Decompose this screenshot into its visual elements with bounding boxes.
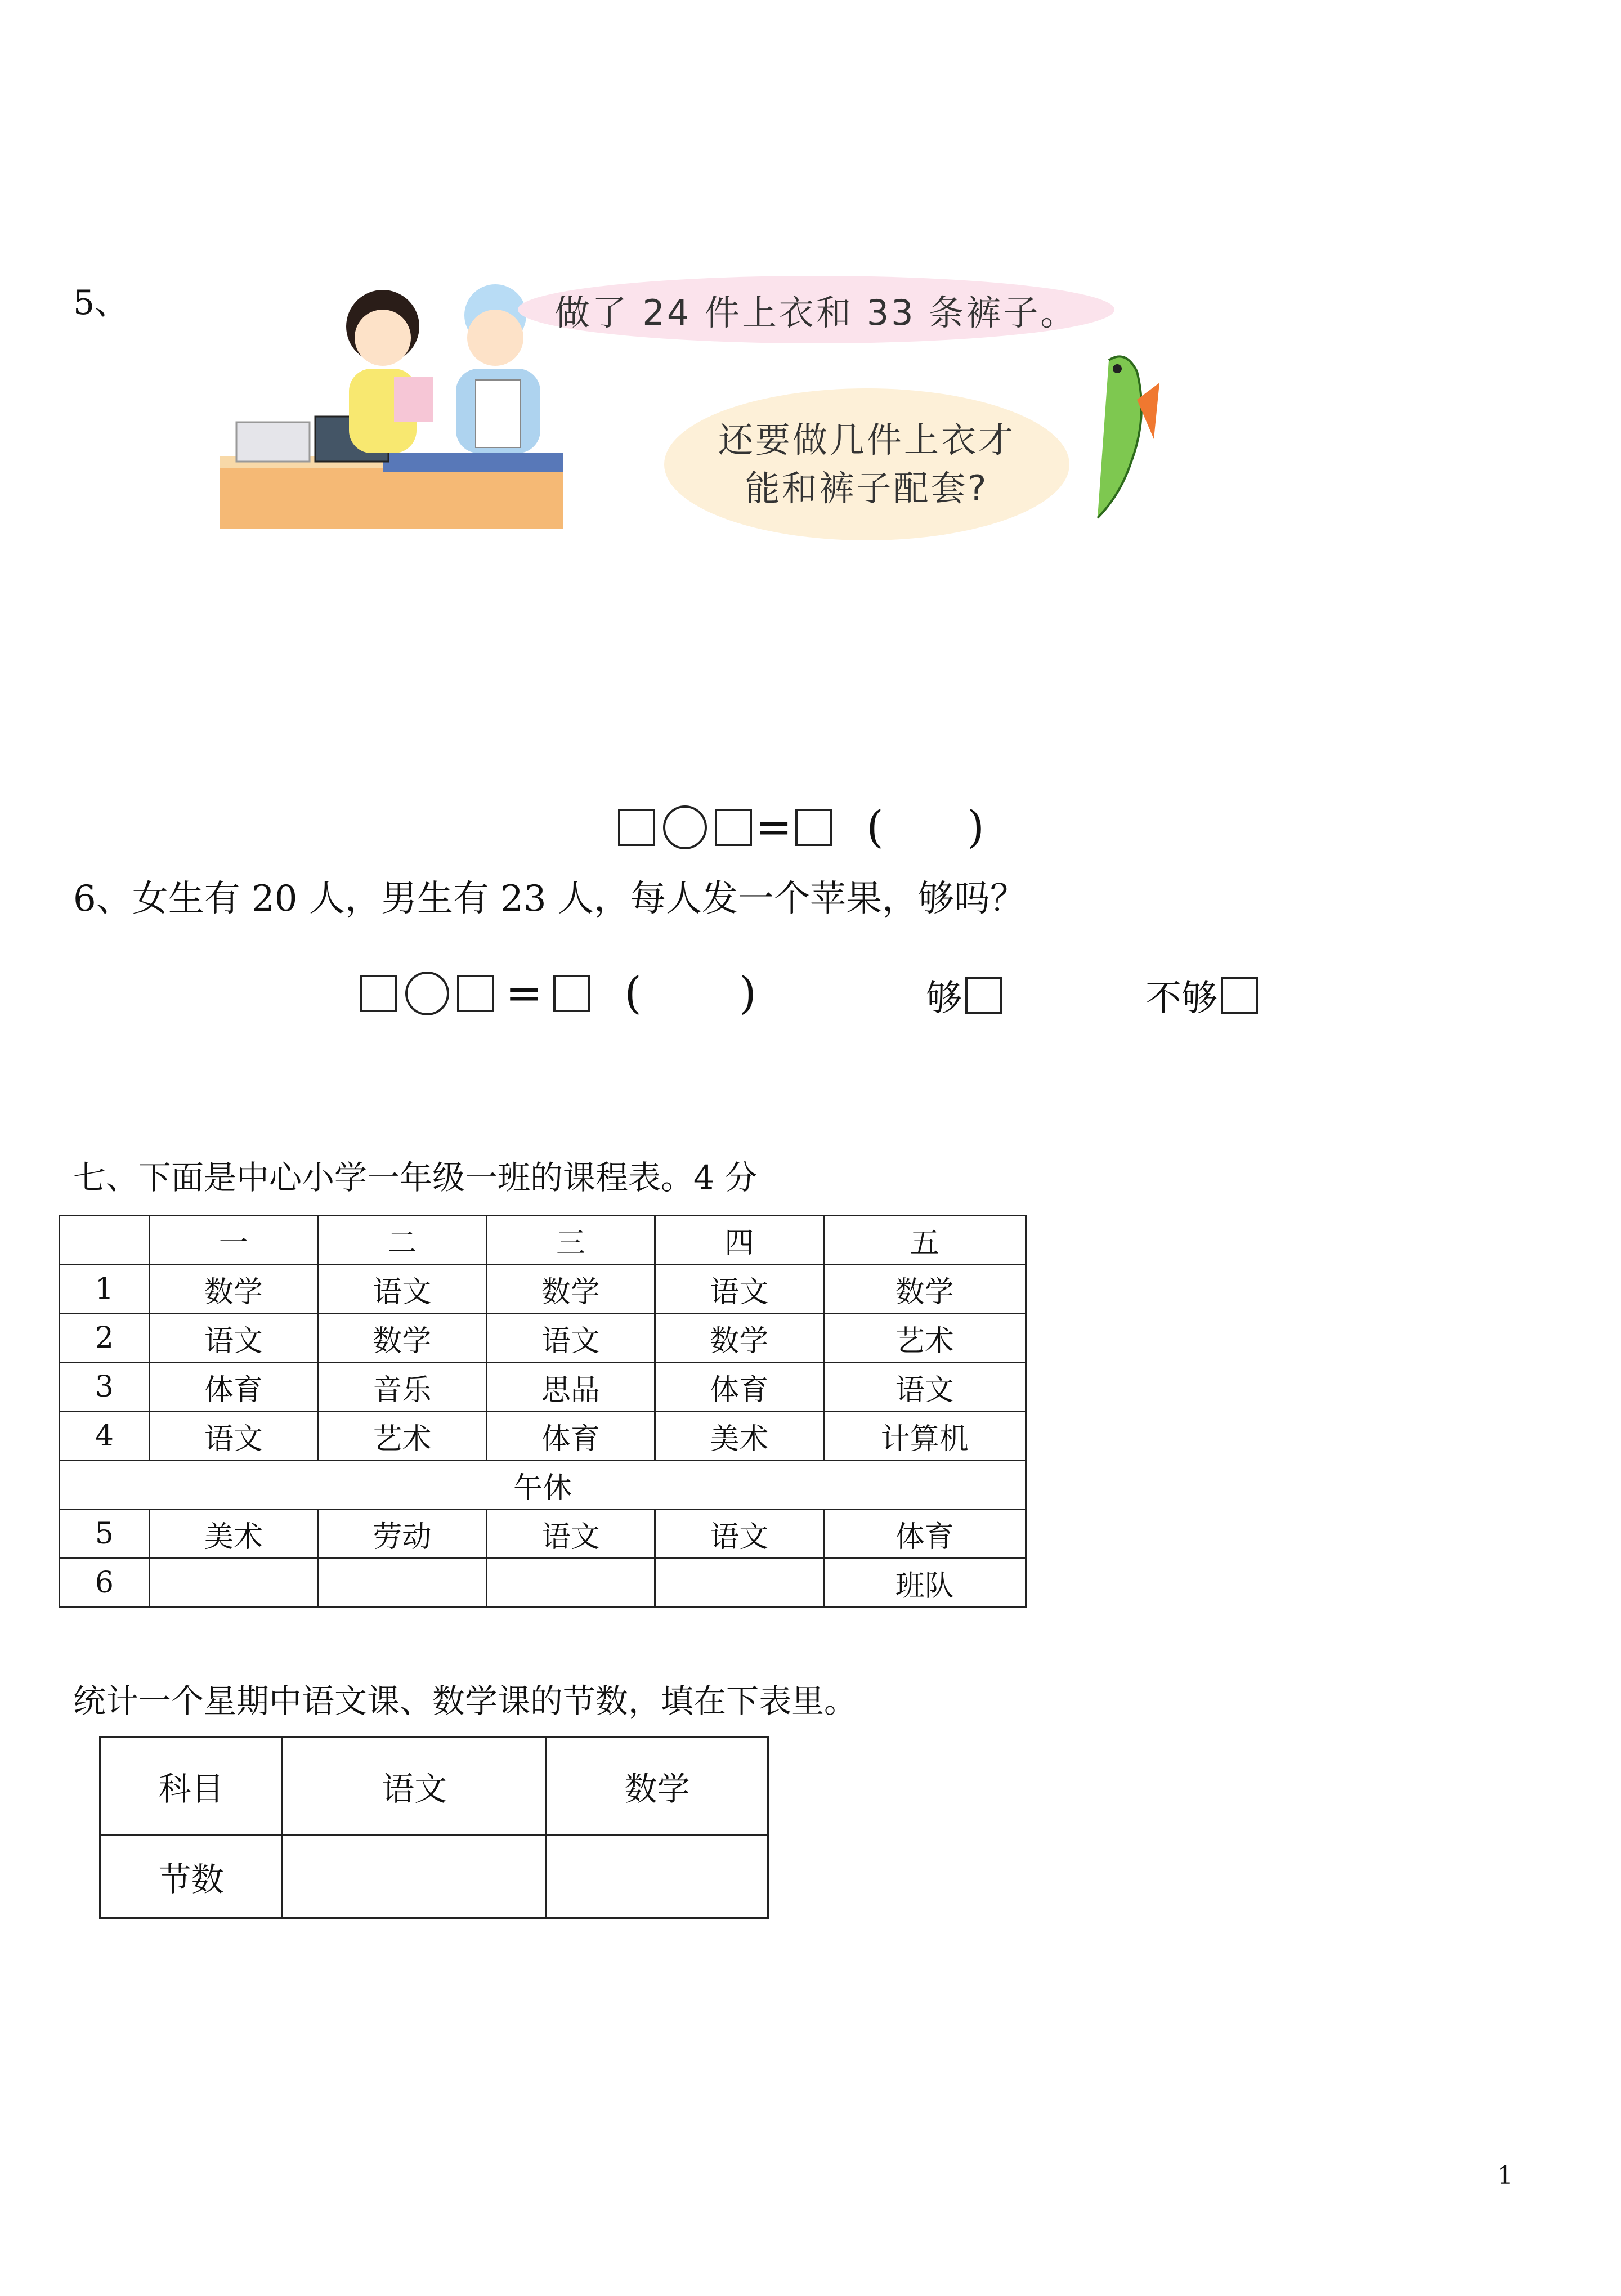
schedule-cell: 3 xyxy=(60,1363,150,1412)
schedule-cell xyxy=(318,1559,486,1608)
schedule-cell: 6 xyxy=(60,1559,150,1608)
schedule-row xyxy=(60,1510,1026,1559)
q6-equation xyxy=(360,968,756,1019)
schedule-cell: 语文 xyxy=(318,1265,486,1314)
statistics-instruction: 统计一个星期中语文课、数学课的节数，填在下表里。 xyxy=(73,1682,857,1720)
equals-sign: = xyxy=(505,968,543,1019)
schedule-cell: 三 xyxy=(486,1216,655,1265)
schedule-cell: 体育 xyxy=(486,1412,655,1461)
schedule-table xyxy=(59,1215,1027,1608)
schedule-cell: 五 xyxy=(823,1216,1026,1265)
schedule-cell: 美术 xyxy=(149,1510,317,1559)
schedule-cell: 计算机 xyxy=(823,1412,1026,1461)
schedule-row xyxy=(60,1559,1026,1608)
count-cell: 科目 xyxy=(100,1738,283,1835)
count-cell: 节数 xyxy=(100,1835,283,1918)
count-cell: 语文 xyxy=(283,1738,547,1835)
schedule-cell: 语文 xyxy=(655,1265,823,1314)
schedule-cell: 一 xyxy=(149,1216,317,1265)
schedule-cell: 体育 xyxy=(655,1363,823,1412)
operator-circle[interactable] xyxy=(663,805,707,849)
answer-box[interactable] xyxy=(553,975,590,1012)
schedule-cell: 数学 xyxy=(823,1265,1026,1314)
bubble-line-2: 能和裤子配套? xyxy=(745,468,989,509)
schedule-cell: 艺术 xyxy=(318,1412,486,1461)
count-cell: 数学 xyxy=(546,1738,768,1835)
lunch-break-cell: 午休 xyxy=(60,1461,1026,1510)
question-5-illustration xyxy=(214,276,1171,540)
schedule-cell: 美术 xyxy=(655,1412,823,1461)
enough-checkbox[interactable] xyxy=(965,977,1002,1014)
schedule-cell: 1 xyxy=(60,1265,150,1314)
unit-paren[interactable]: ( ) xyxy=(624,968,756,1019)
count-row xyxy=(100,1835,768,1918)
speech-bubble-top: 做了 24 件上衣和 33 条裤子。 xyxy=(518,276,1114,343)
schedule-cell: 四 xyxy=(655,1216,823,1265)
question-5-number: 5、 xyxy=(73,283,129,323)
answer-box[interactable] xyxy=(795,809,832,846)
schedule-cell: 音乐 xyxy=(318,1363,486,1412)
enough-label: 够 xyxy=(926,978,962,1019)
schedule-cell: 语文 xyxy=(486,1510,655,1559)
schedule-cell: 班队 xyxy=(823,1559,1026,1608)
schedule-cell xyxy=(486,1559,655,1608)
count-answer-cell[interactable] xyxy=(283,1835,547,1918)
schedule-header-row xyxy=(60,1216,1026,1265)
schedule-cell: 数学 xyxy=(655,1314,823,1363)
speech-bubble-bottom xyxy=(664,388,1069,540)
schedule-cell: 5 xyxy=(60,1510,150,1559)
schedule-row xyxy=(60,1314,1026,1363)
schedule-cell: 语文 xyxy=(486,1314,655,1363)
schedule-cell: 劳动 xyxy=(318,1510,486,1559)
schedule-cell: 语文 xyxy=(655,1510,823,1559)
schedule-cell: 数学 xyxy=(486,1265,655,1314)
section-7-heading: 七、下面是中心小学一年级一班的课程表。4 分 xyxy=(73,1158,758,1197)
count-header-row xyxy=(100,1738,768,1835)
schedule-cell: 4 xyxy=(60,1412,150,1461)
schedule-row xyxy=(60,1412,1026,1461)
equals-sign: = xyxy=(755,802,792,853)
answer-box[interactable] xyxy=(715,809,752,846)
schedule-cell: 语文 xyxy=(149,1412,317,1461)
schedule-cell: 思品 xyxy=(486,1363,655,1412)
schedule-cell xyxy=(655,1559,823,1608)
not-enough-label: 不够 xyxy=(1145,978,1217,1019)
schedule-cell: 语文 xyxy=(823,1363,1026,1412)
cartoon-character xyxy=(1075,349,1159,529)
q5-equation xyxy=(618,802,984,853)
answer-box[interactable] xyxy=(360,975,397,1012)
question-6-text: 6、女生有 20 人，男生有 23 人，每人发一个苹果，够吗？ xyxy=(73,878,1026,920)
not-enough-checkbox[interactable] xyxy=(1221,977,1258,1014)
schedule-cell xyxy=(60,1216,150,1265)
bubble-line-1: 还要做几件上衣才 xyxy=(718,419,1015,460)
answer-box[interactable] xyxy=(457,975,494,1012)
schedule-break-row xyxy=(60,1461,1026,1510)
answer-box[interactable] xyxy=(618,809,655,846)
schedule-cell: 体育 xyxy=(149,1363,317,1412)
schedule-cell: 2 xyxy=(60,1314,150,1363)
count-answer-cell[interactable] xyxy=(546,1835,768,1918)
schedule-cell: 二 xyxy=(318,1216,486,1265)
schedule-cell: 体育 xyxy=(823,1510,1026,1559)
schedule-cell: 语文 xyxy=(149,1314,317,1363)
schedule-row xyxy=(60,1265,1026,1314)
schedule-cell: 艺术 xyxy=(823,1314,1026,1363)
not-enough-option xyxy=(1145,969,1258,1021)
operator-circle[interactable] xyxy=(405,972,449,1015)
count-table xyxy=(99,1736,769,1919)
schedule-cell: 数学 xyxy=(318,1314,486,1363)
enough-option xyxy=(926,969,1002,1021)
page-number: 1 xyxy=(1497,2161,1513,2190)
schedule-row xyxy=(60,1363,1026,1412)
schedule-cell xyxy=(149,1559,317,1608)
unit-paren[interactable]: ( ) xyxy=(866,802,984,853)
schedule-cell: 数学 xyxy=(149,1265,317,1314)
tailors-illustration xyxy=(214,276,563,540)
